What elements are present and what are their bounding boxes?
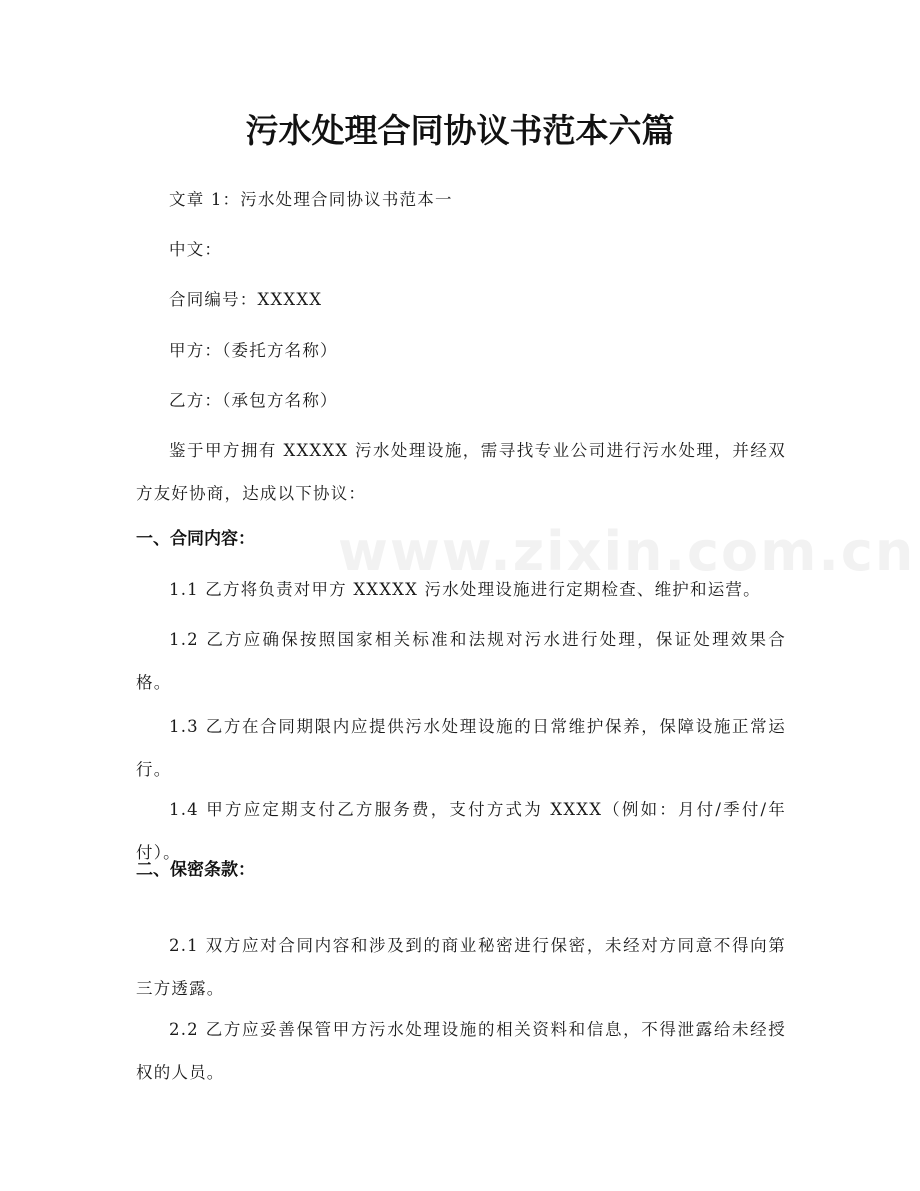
clause-1-1: 1.1 乙方将负责对甲方 XXXXX 污水处理设施进行定期检查、维护和运营。: [169, 580, 761, 599]
section-heading-contract-content: 一、合同内容：: [136, 529, 255, 549]
party-a: 甲方：（委托方名称）: [169, 341, 338, 360]
section-heading-confidentiality: 二、保密条款：: [136, 860, 255, 880]
clause-2-1: 2.1 双方应对合同内容和涉及到的商业秘密进行保密，未经对方同意不得向第三方透露。: [136, 936, 786, 998]
clause-1-4: 1.4 甲方应定期支付乙方服务费，支付方式为 XXXX（例如：月付/季付/年付）。: [136, 800, 786, 862]
preamble: 鉴于甲方拥有 XXXXX 污水处理设施，需寻找专业公司进行污水处理，并经双方友好协商，达成以下协议：: [136, 441, 786, 503]
clause-2-2: 2.2 乙方应妥善保管甲方污水处理设施的相关资料和信息，不得泄露给未经授权的人员。: [136, 1020, 786, 1082]
article-label: 文章 1：污水处理合同协议书范本一: [169, 190, 453, 209]
clause-1-3: 1.3 乙方在合同期限内应提供污水处理设施的日常维护保养，保障设施正常运行。: [136, 717, 786, 779]
clause-1-2: 1.2 乙方应确保按照国家相关标准和法规对污水进行处理，保证处理效果合格。: [136, 630, 786, 692]
document-title: 污水处理合同协议书范本六篇: [245, 111, 675, 150]
contract-number: 合同编号：XXXXX: [169, 290, 323, 309]
watermark: www.zixin.com.cn: [338, 520, 916, 583]
party-b: 乙方：（承包方名称）: [169, 391, 338, 410]
language-label: 中文：: [169, 240, 223, 259]
